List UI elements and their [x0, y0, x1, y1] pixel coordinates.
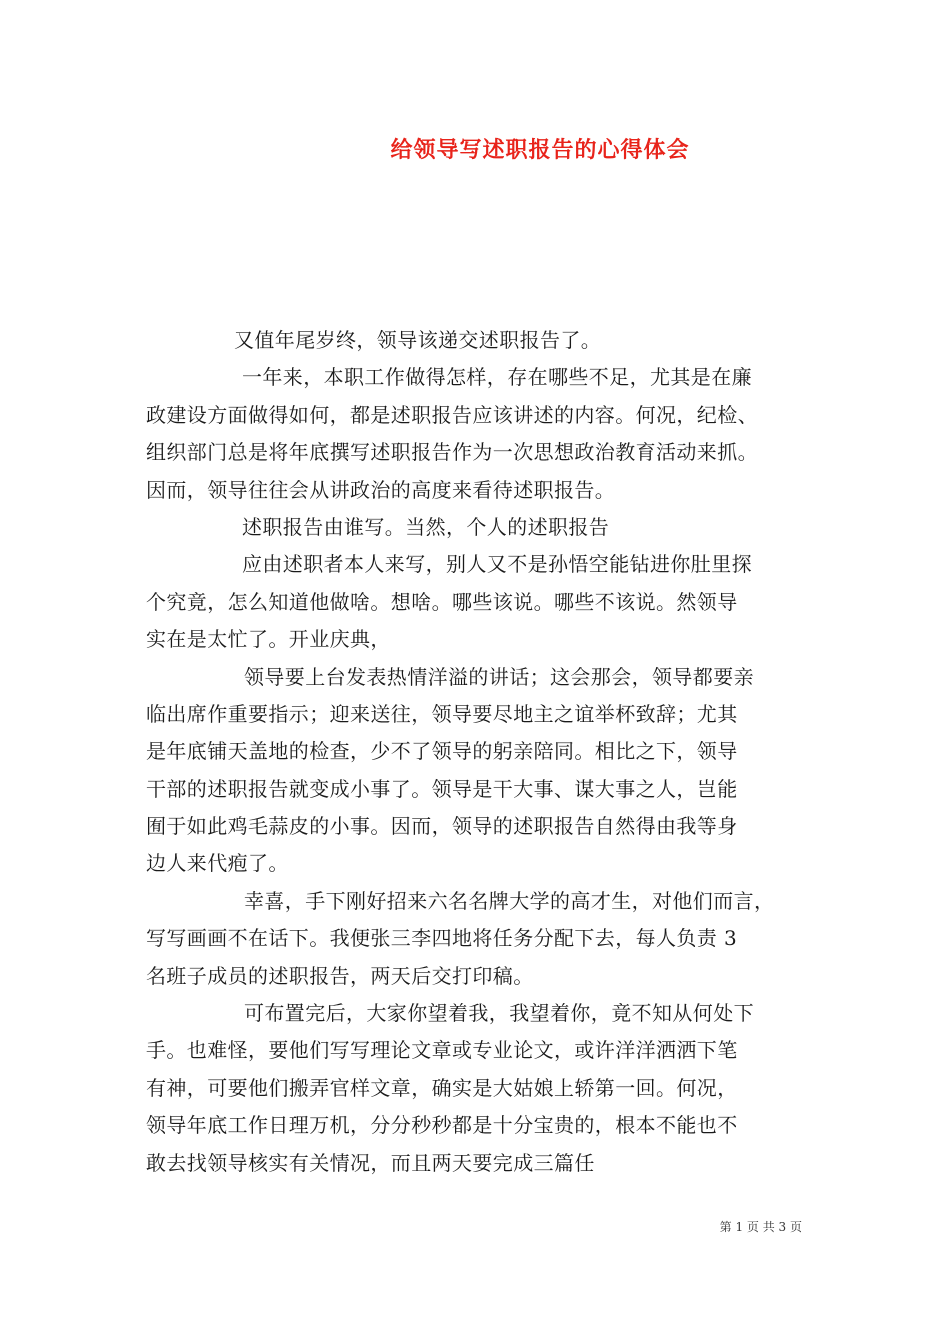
text-line: 囿于如此鸡毛蒜皮的小事。因而，领导的述职报告自然得由我等身: [146, 814, 738, 839]
document-body: [146, 322, 818, 1182]
text-line: 一年来，本职工作做得怎样，存在哪些不足，尤其是在廉: [242, 365, 752, 390]
text-line: 领导要上台发表热情洋溢的讲话；这会那会，领导都要亲: [244, 664, 754, 689]
text-line: 名班子成员的述职报告，两天后交打印稿。: [146, 963, 534, 988]
text-line: 幸喜，手下刚好招来六名名牌大学的高才生，对他们而言，: [244, 888, 775, 913]
text-line: 可布置完后，大家你望着我，我望着你，竟不知从何处下: [244, 1001, 754, 1026]
text-line: 手。也难怪，要他们写写理论文章或专业论文，或许洋洋洒洒下笔: [146, 1038, 738, 1063]
page-number-footer: 第 1 页 共 3 页: [719, 1220, 802, 1234]
text-line: 因而，领导往往会从讲政治的高度来看待述职报告。: [146, 477, 616, 502]
text-line: 领导年底工作日理万机，分分秒秒都是十分宝贵的，根本不能也不: [146, 1113, 738, 1138]
text-line: 组织部门总是将年底撰写述职报告作为一次思想政治教育活动来抓。: [146, 440, 758, 465]
text-line: 个究竟，怎么知道他做啥。想啥。哪些该说。哪些不该说。然领导: [146, 589, 738, 614]
text-line: 敢去找领导核实有关情况，而且两天要完成三篇任: [146, 1150, 595, 1175]
text-line: 边人来代疱了。: [146, 851, 289, 876]
text-line: 实在是太忙了。开业庆典，: [146, 627, 391, 652]
text-line: 写写画画不在话下。我便张三李四地将任务分配下去，每人负责 3: [146, 926, 738, 951]
document-title: 给领导写述职报告的心得体会: [390, 138, 690, 163]
text-line: 政建设方面做得如何，都是述职报告应该讲述的内容。何况，纪检、: [146, 402, 758, 427]
text-line: 应由述职者本人来写，别人又不是孙悟空能钻进你肚里探: [242, 552, 752, 577]
text-line: 临出席作重要指示；迎来送往，领导要尽地主之谊举杯致辞；尤其: [146, 701, 738, 726]
text-line: 又值年尾岁终，领导该递交述职报告了。: [234, 328, 602, 352]
text-line: 干部的述职报告就变成小事了。领导是干大事、谋大事之人，岂能: [146, 776, 738, 801]
text-line: 是年底铺天盖地的检查，少不了领导的躬亲陪同。相比之下，领导: [146, 739, 738, 764]
text-line: 有神，可要他们搬弄官样文章，确实是大姑娘上轿第一回。何况，: [146, 1075, 738, 1100]
text-line: 述职报告由谁写。当然，个人的述职报告: [242, 514, 610, 539]
